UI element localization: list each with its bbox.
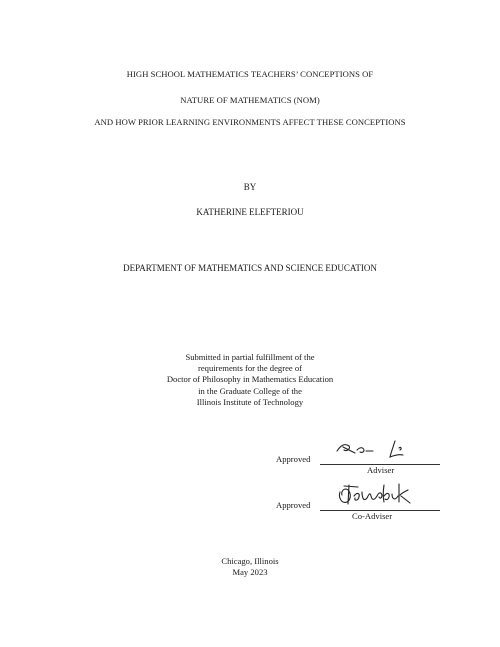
adviser-role-label: Adviser <box>367 465 395 475</box>
submission-line-2: requirements for the degree of <box>197 363 303 373</box>
co-adviser-signature <box>336 480 414 510</box>
department-name: DEPARTMENT OF MATHEMATICS AND SCIENCE EDUCATION <box>123 263 377 273</box>
by-label: BY <box>243 182 257 192</box>
thesis-title-line-1: HIGH SCHOOL MATHEMATICS TEACHERS’ CONCEPTIONS OF <box>126 69 374 79</box>
adviser-signature <box>333 437 413 463</box>
submission-line-3: Doctor of Philosophy in Mathematics Education <box>166 374 334 384</box>
submission-line-5: Illinois Institute of Technology <box>196 397 304 407</box>
author-name: KATHERINE ELEFTERIOU <box>196 207 304 217</box>
thesis-title-line-3: AND HOW PRIOR LEARNING ENVIRONMENTS AFFECT THESE CONCEPTIONS <box>94 117 406 127</box>
date: May 2023 <box>232 567 268 577</box>
approved-label: Approved <box>276 454 311 464</box>
co-adviser-role-label: Co-Adviser <box>352 511 393 521</box>
submission-line-1: Submitted in partial fulfillment of the <box>185 352 315 362</box>
place: Chicago, Illinois <box>221 556 279 566</box>
approved-label: Approved <box>276 500 311 510</box>
thesis-title-line-2: NATURE OF MATHEMATICS (NOM) <box>180 95 320 105</box>
submission-line-4: in the Graduate College of the <box>198 386 302 396</box>
